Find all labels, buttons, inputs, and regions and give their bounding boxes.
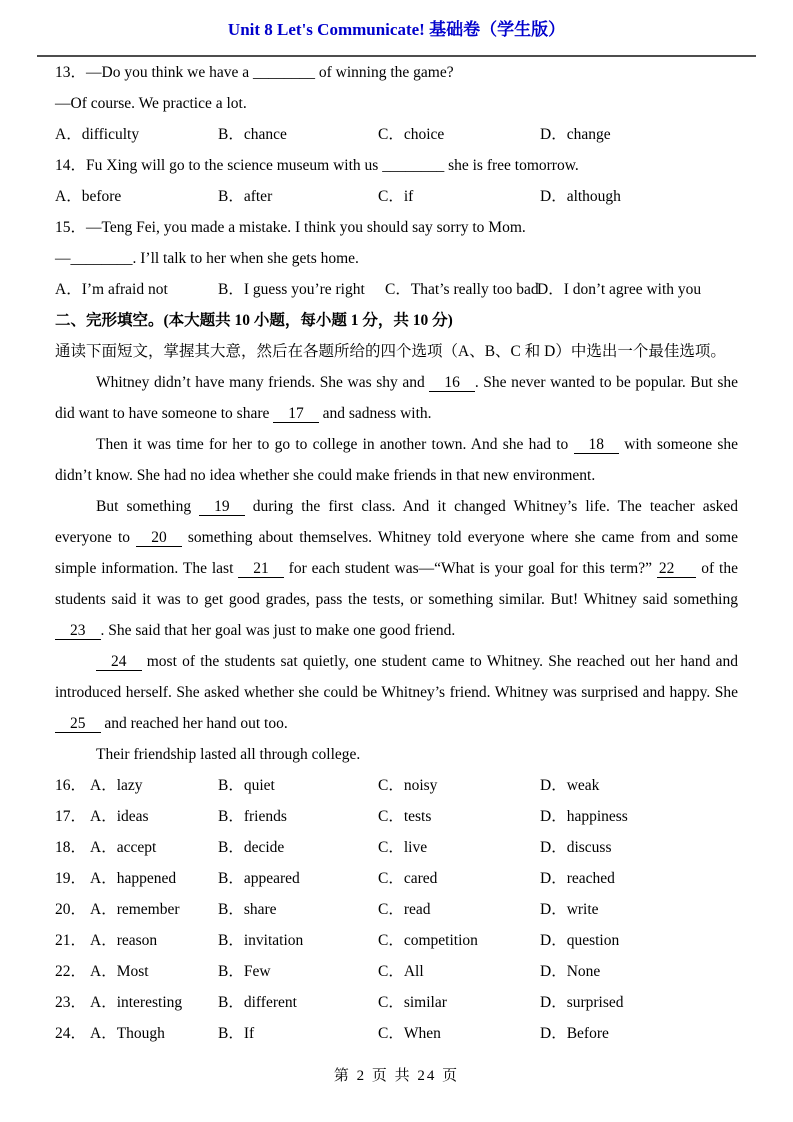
cloze-item-24 bbox=[55, 1018, 738, 1049]
item-option-a: A．remember bbox=[90, 901, 180, 918]
item-option-d: D．discuss bbox=[540, 839, 612, 856]
item-option-d: D．surprised bbox=[540, 994, 624, 1011]
item-option-a: A．lazy bbox=[90, 777, 143, 794]
passage-text: Whitney didn’t have many friends. She was shy and bbox=[96, 374, 430, 391]
item-option-d: D．weak bbox=[540, 777, 600, 794]
item-option-a: A．accept bbox=[90, 839, 157, 856]
q13-option-c: C．choice bbox=[378, 126, 445, 143]
cloze-item-16 bbox=[55, 770, 738, 801]
item-option-c: C．tests bbox=[378, 808, 432, 825]
passage-text: . She said that her goal was just to make one good friend. bbox=[100, 622, 456, 639]
cloze-item-21 bbox=[55, 925, 738, 956]
cloze-blank-21: 21 bbox=[238, 560, 284, 578]
cloze-blank-16: 16 bbox=[429, 374, 475, 392]
q14-option-a: A．before bbox=[55, 188, 122, 205]
item-number: 18． bbox=[55, 839, 87, 856]
cloze-paragraph-3 bbox=[55, 491, 738, 646]
cloze-blank-25: 25 bbox=[55, 715, 101, 733]
cloze-item-22 bbox=[55, 956, 738, 987]
item-number: 22． bbox=[55, 963, 87, 980]
cloze-item-17 bbox=[55, 801, 738, 832]
item-option-d: D．reached bbox=[540, 870, 615, 887]
cloze-item-19 bbox=[55, 863, 738, 894]
item-number: 17． bbox=[55, 808, 87, 825]
q13-options-row bbox=[55, 119, 738, 150]
q14-options-row bbox=[55, 181, 738, 212]
q15-reply: —________. I’ll talk to her when she gets home. bbox=[55, 250, 359, 267]
item-option-d: D．Before bbox=[540, 1025, 609, 1042]
item-option-c: C．competition bbox=[378, 932, 478, 949]
q13-option-b: B．chance bbox=[218, 126, 287, 143]
item-number: 16． bbox=[55, 777, 87, 794]
item-option-b: B．share bbox=[218, 901, 277, 918]
cloze-item-23 bbox=[55, 987, 738, 1018]
q14-stem: 14．Fu Xing will go to the science museum with us ________ she is free tomorrow. bbox=[55, 157, 579, 174]
cloze-blank-18: 18 bbox=[574, 436, 620, 454]
passage-text: of the students said it was to get good grades, pass the tests, or something similar. But! Whitney said something bbox=[55, 560, 738, 608]
cloze-paragraph-4 bbox=[55, 646, 738, 739]
cloze-section-title: 二、完形填空。(本大题共 10 小题，每小题 1 分，共 10 分) bbox=[55, 312, 453, 329]
cloze-blank-22: 22 bbox=[657, 560, 697, 578]
passage-text: something about themselves. Whitney told everyone where she came from and some simple information. The last bbox=[55, 529, 738, 577]
passage-text: . She never wanted to be popular. But she did want to have someone to share bbox=[55, 374, 739, 422]
item-option-c: C．similar bbox=[378, 994, 447, 1011]
passage-text: But something bbox=[96, 498, 200, 515]
cloze-instructions: 通读下面短文，掌握其大意，然后在各题所给的四个选项（A、B、C 和 D）中选出一个最佳选项。 bbox=[55, 343, 726, 360]
item-number: 21． bbox=[55, 932, 87, 949]
item-number: 19． bbox=[55, 870, 87, 887]
item-number: 23． bbox=[55, 994, 87, 1011]
item-option-b: B．friends bbox=[218, 808, 287, 825]
q13-option-a: A．difficulty bbox=[55, 126, 140, 143]
q15-option-a: A．I’m afraid not bbox=[55, 281, 168, 298]
cloze-blank-24: 24 bbox=[96, 653, 142, 671]
cloze-paragraph-5 bbox=[55, 739, 738, 770]
cloze-item-18 bbox=[55, 832, 738, 863]
cloze-blank-17: 17 bbox=[273, 405, 319, 423]
cloze-paragraph-1 bbox=[55, 367, 738, 429]
q14-option-d: D．although bbox=[540, 188, 621, 205]
q15-option-c: C．That’s really too bad bbox=[385, 281, 539, 298]
cloze-blank-19: 19 bbox=[199, 498, 245, 516]
item-option-d: D．happiness bbox=[540, 808, 628, 825]
item-option-c: C．read bbox=[378, 901, 431, 918]
q15-option-d: D．I don’t agree with you bbox=[537, 281, 702, 298]
page-number-footer: 第 2 页 共 24 页 bbox=[333, 1068, 460, 1084]
item-option-b: B．decide bbox=[218, 839, 285, 856]
item-option-c: C．All bbox=[378, 963, 424, 980]
item-number: 24． bbox=[55, 1025, 87, 1042]
cloze-blank-20: 20 bbox=[136, 529, 182, 547]
item-option-d: D．write bbox=[540, 901, 599, 918]
page-title: Unit 8 Let's Communicate! 基础卷（学生版） bbox=[227, 20, 566, 39]
item-option-a: A．reason bbox=[90, 932, 158, 949]
passage-text: during the first class. And it changed Whitney’s life. The teacher asked everyone to bbox=[55, 498, 738, 546]
q15-stem: 15．—Teng Fei, you made a mistake. I think you should say sorry to Mom. bbox=[55, 219, 526, 236]
item-option-a: A．Most bbox=[90, 963, 149, 980]
item-option-a: A．happened bbox=[90, 870, 177, 887]
cloze-blank-23: 23 bbox=[55, 622, 101, 640]
passage-text: for each student was—“What is your goal for this term?” bbox=[283, 560, 657, 577]
item-option-b: B．quiet bbox=[218, 777, 275, 794]
item-option-b: B．invitation bbox=[218, 932, 304, 949]
cloze-paragraph-2 bbox=[55, 429, 738, 491]
item-option-b: B．different bbox=[218, 994, 297, 1011]
q13-option-d: D．change bbox=[540, 126, 611, 143]
item-option-d: D．None bbox=[540, 963, 601, 980]
item-option-a: A．Though bbox=[90, 1025, 165, 1042]
q14-option-c: C．if bbox=[378, 188, 414, 205]
item-option-b: B．appeared bbox=[218, 870, 300, 887]
item-option-c: C．live bbox=[378, 839, 428, 856]
q13-stem: 13．—Do you think we have a ________ of winning the game? bbox=[55, 64, 454, 81]
item-option-d: D．question bbox=[540, 932, 620, 949]
passage-text: most of the students sat quietly, one student came to Whitney. She reached out her hand and introduced herself. She asked whether she could be Whitney’s friend. Whitney was surprised and happy. She bbox=[55, 653, 738, 701]
passage-text: and sadness with. bbox=[318, 405, 432, 422]
q15-options-row bbox=[55, 274, 738, 305]
passage-text: and reached her hand out too. bbox=[100, 715, 288, 732]
item-option-a: A．ideas bbox=[90, 808, 149, 825]
passage-text: with someone she didn’t know. She had no idea whether she could make friends in that new environment. bbox=[55, 436, 738, 484]
item-option-b: B．Few bbox=[218, 963, 271, 980]
q15-option-b: B．I guess you’re right bbox=[218, 281, 365, 298]
item-number: 20． bbox=[55, 901, 87, 918]
item-option-a: A．interesting bbox=[90, 994, 183, 1011]
item-option-c: C．cared bbox=[378, 870, 438, 887]
q13-reply: —Of course. We practice a lot. bbox=[55, 95, 247, 112]
item-option-c: C．noisy bbox=[378, 777, 438, 794]
passage-text: Their friendship lasted all through college. bbox=[96, 746, 361, 763]
item-option-b: B．If bbox=[218, 1025, 255, 1042]
item-option-c: C．When bbox=[378, 1025, 441, 1042]
cloze-item-20 bbox=[55, 894, 738, 925]
q14-option-b: B．after bbox=[218, 188, 273, 205]
passage-text: Then it was time for her to go to college in another town. And she had to bbox=[96, 436, 574, 453]
